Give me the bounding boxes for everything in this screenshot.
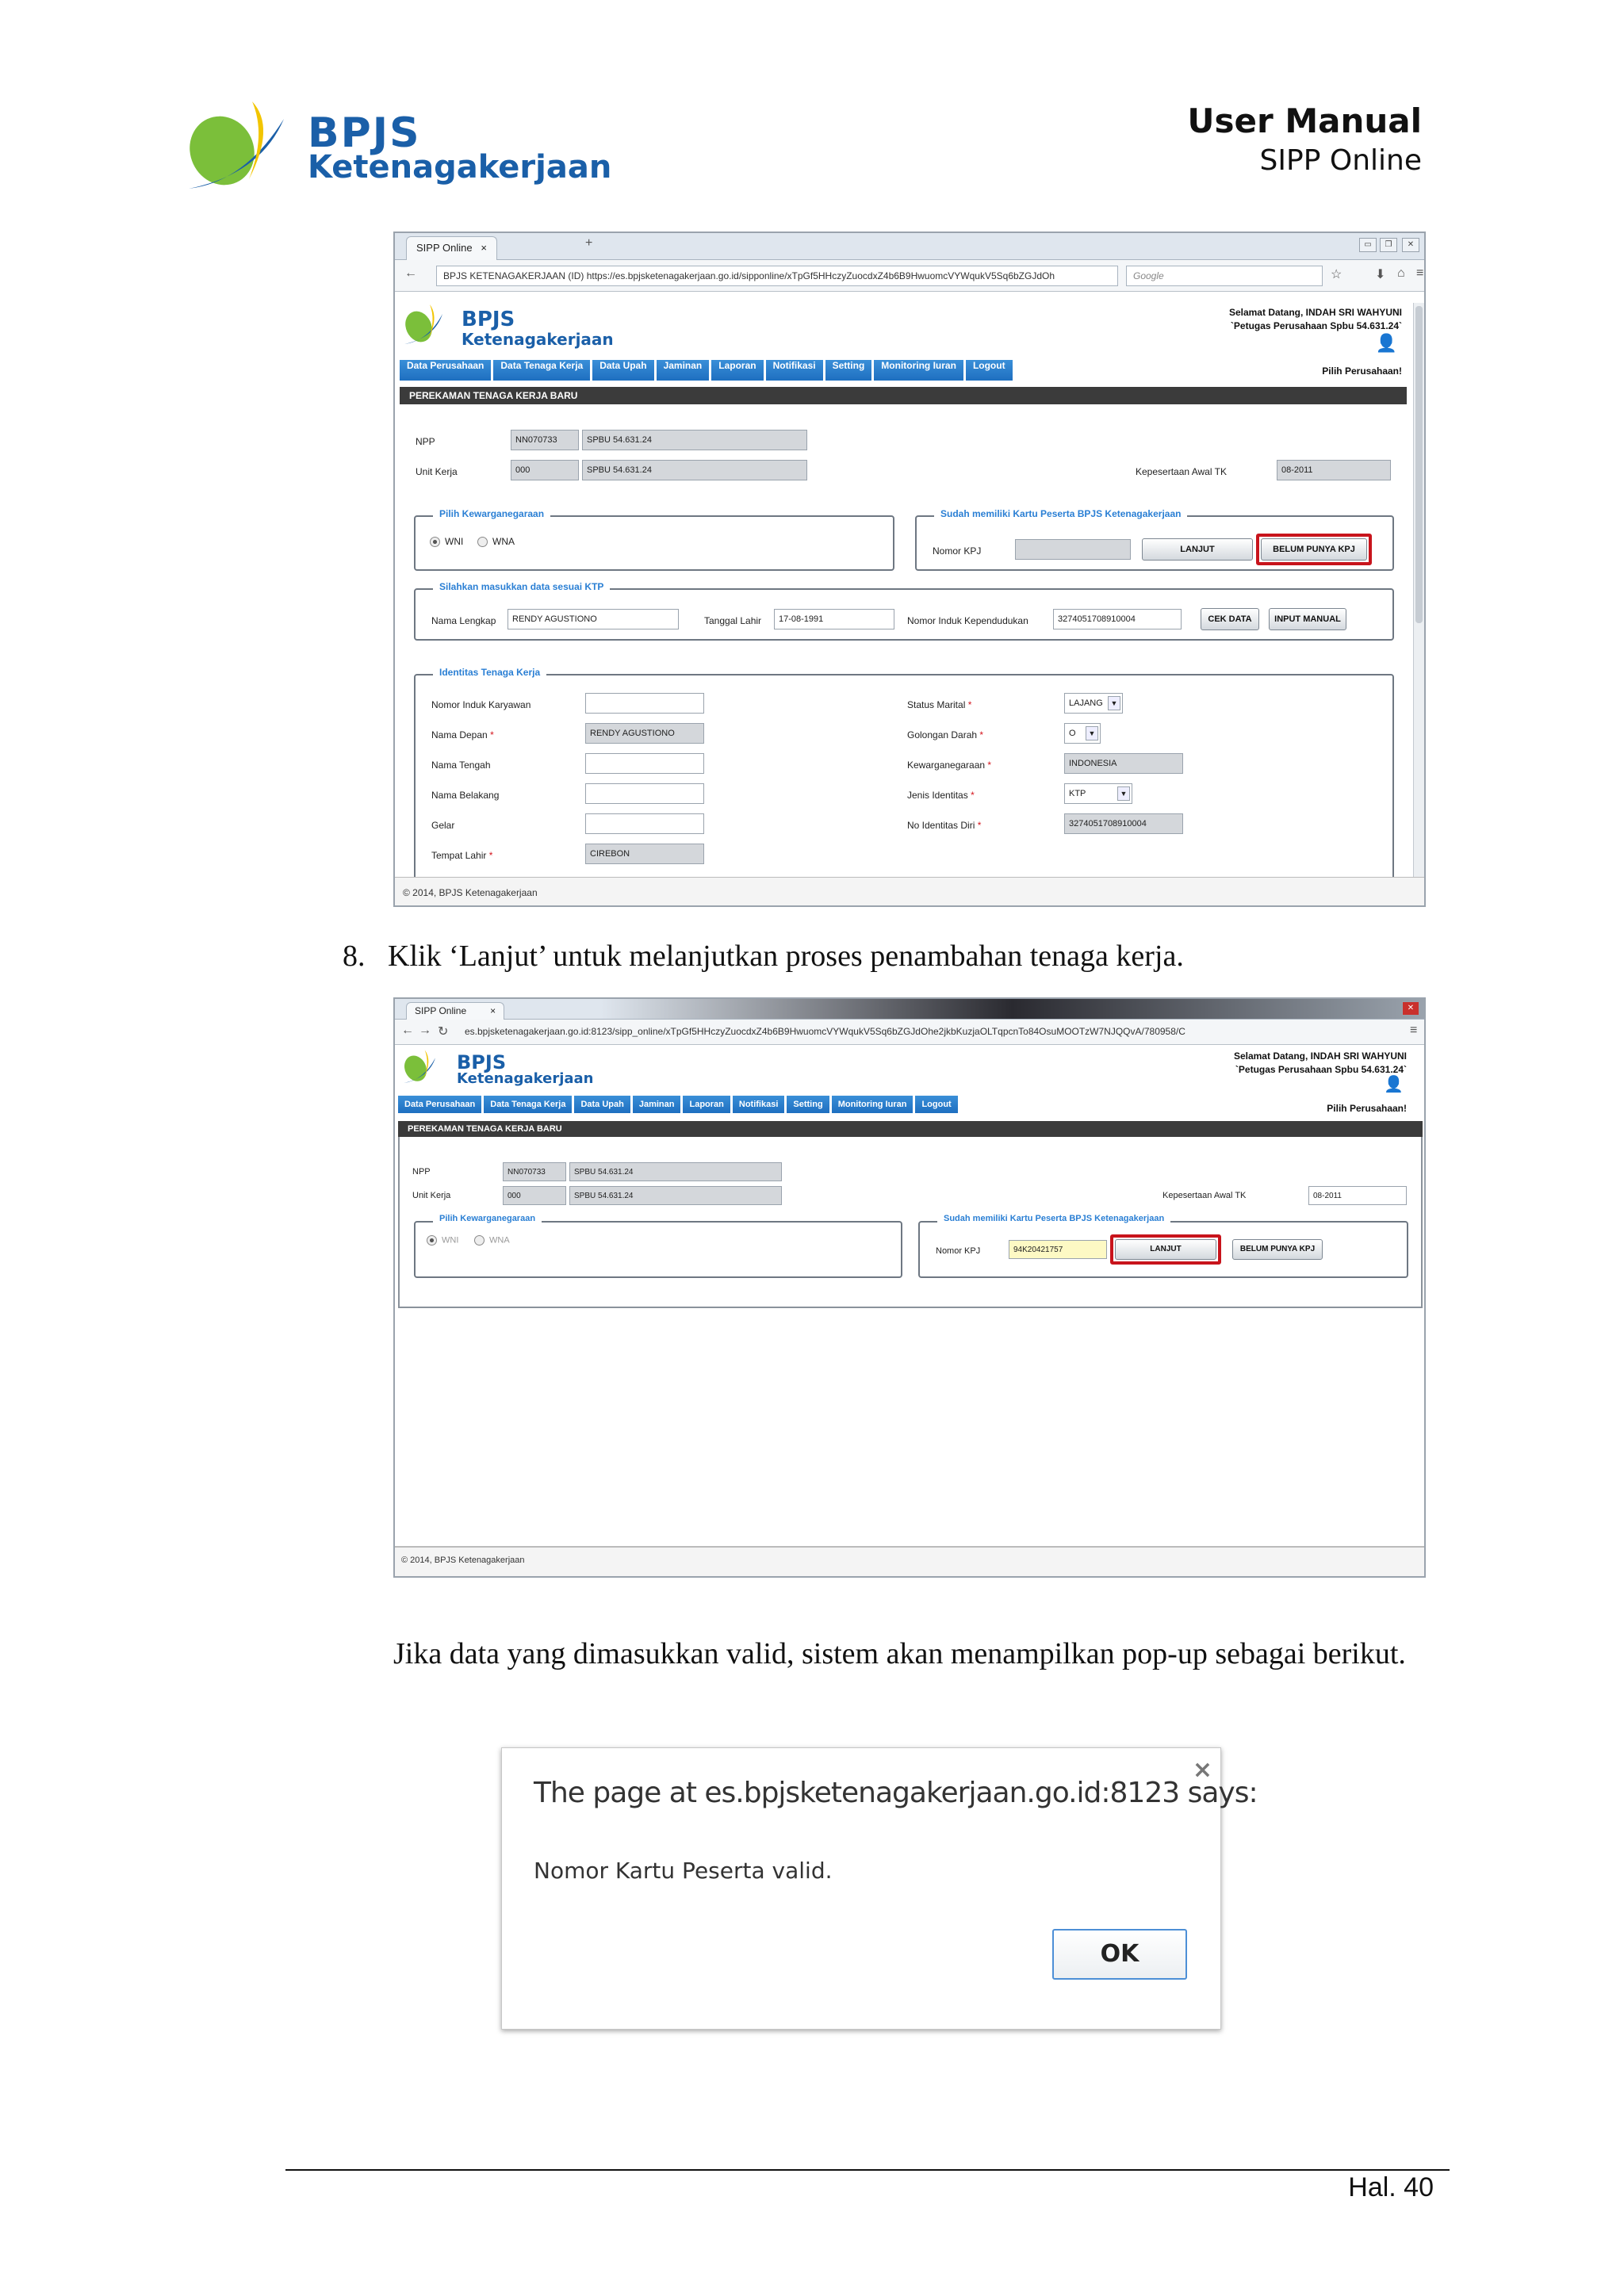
menu-data-perusahaan[interactable]: Data Perusahaan (398, 1096, 481, 1113)
footer-bar (395, 1546, 1424, 1578)
lanjut-button[interactable]: LANJUT (1115, 1239, 1216, 1260)
menu-icon[interactable]: ≡ (1416, 266, 1424, 280)
identitas-field-label: Tempat Lahir * (431, 850, 493, 861)
doc-title: User Manual (1187, 101, 1422, 140)
app-brand-sub: Ketenagakerjaan (457, 1070, 594, 1087)
identitas-field-label: Jenis Identitas * (907, 790, 975, 801)
back-icon[interactable]: ← (404, 266, 417, 280)
browser-tab[interactable]: SIPP Online × (406, 236, 497, 260)
browser-tabbar (395, 233, 1424, 260)
nama-lengkap-field[interactable]: RENDY AGUSTIONO (508, 609, 679, 629)
new-tab-icon[interactable]: + (585, 236, 593, 250)
unit-name-field: SPBU 54.631.24 (582, 460, 807, 480)
menu-data-perusahaan[interactable]: Data Perusahaan (400, 360, 491, 381)
user-icon[interactable]: 👤 (1384, 1076, 1404, 1093)
address-bar (395, 260, 1424, 292)
unit-code-field: 000 (503, 1186, 566, 1205)
menu-laporan[interactable]: Laporan (711, 360, 763, 381)
dialog-message: Nomor Kartu Peserta valid. (534, 1858, 833, 1884)
url-field[interactable]: BPJS KETENAGAKERJAAN (ID) https://es.bpjsketenagakerjaan.go.id/sipponline/xTpGf5HHczyZuocdxZ4b6B9HwuomcVYWqukV5Sq6bZGJdOh (436, 266, 1118, 286)
identitas-select[interactable]: LAJANG ▼ (1064, 693, 1123, 714)
search-field[interactable]: Google (1126, 266, 1323, 286)
identitas-field-label: Status Marital * (907, 699, 972, 710)
menu-laporan[interactable]: Laporan (683, 1096, 730, 1113)
close-window-icon[interactable]: ✕ (1402, 1001, 1419, 1016)
step-8-text: 8. Klik ‘Lanjut’ untuk melanjutkan proses penambahan tenaga kerja. (343, 939, 1184, 973)
body-paragraph: Jika data yang dimasukkan valid, sistem akan menampilkan pop-up sebagai berikut. (393, 1637, 1406, 1670)
identitas-field-input[interactable]: RENDY AGUSTIONO (585, 723, 704, 744)
app-brand: BPJS (462, 308, 515, 331)
menu-logout[interactable]: Logout (915, 1096, 957, 1113)
menu-logout[interactable]: Logout (966, 360, 1013, 381)
identitas-field-label: Nama Depan * (431, 729, 494, 740)
radio-wni[interactable]: WNI (427, 1235, 458, 1246)
browser-tabbar (395, 999, 1424, 1020)
menu-jaminan[interactable]: Jaminan (657, 360, 710, 381)
unit-label: Unit Kerja (416, 466, 458, 477)
npp-name-field: SPBU 54.631.24 (582, 430, 807, 450)
kepesertaan-label: Kepesertaan Awal TK (1136, 466, 1227, 477)
kepesertaan-label: Kepesertaan Awal TK (1162, 1191, 1247, 1200)
input-manual-button[interactable]: INPUT MANUAL (1269, 608, 1346, 630)
menu-setting[interactable]: Setting (787, 1096, 829, 1113)
tanggal-lahir-field[interactable]: 17-08-1991 (774, 609, 894, 629)
nik-label: Nomor Induk Kependudukan (907, 615, 1028, 626)
group-kpj: Sudah memiliki Kartu Peserta BPJS Ketenagakerjaan Nomor KPJ LANJUT BELUM PUNYA KPJ (915, 515, 1394, 571)
maximize-icon[interactable]: ❐ (1380, 238, 1397, 252)
identitas-field-input[interactable] (585, 813, 704, 834)
unit-label: Unit Kerja (412, 1191, 451, 1200)
group-identitas: Identitas Tenaga Kerja Nomor Induk Karyawan Nama Depan * RENDY AGUSTIONO Nama Tengah Nama Belakang Gelar Tempat Lahir * CIREBON Status Marital * LAJANG ▼ Golongan Darah * O ▼ Kewarganegaraan * INDONESIA Jenis Identitas * KTP ▼ No Identitas Diri * 3274051708910004 (414, 674, 1394, 896)
screenshot-1 (393, 232, 1426, 907)
group-kewarganegaraan: Pilih Kewarganegaraan WNI WNA (414, 1221, 902, 1278)
cek-data-button[interactable]: CEK DATA (1201, 608, 1259, 630)
menu-data-tenaga-kerja[interactable]: Data Tenaga Kerja (493, 360, 590, 381)
radio-wna[interactable]: WNA (477, 536, 515, 547)
minimize-icon[interactable]: ▭ (1359, 238, 1377, 252)
app-logo-icon (400, 1048, 439, 1086)
app-logo-icon (400, 303, 447, 347)
radio-wni[interactable]: WNI (430, 536, 463, 547)
star-icon[interactable]: ☆ (1331, 268, 1342, 281)
scrollbar[interactable] (1413, 303, 1424, 893)
welcome-text: Selamat Datang, INDAH SRI WAHYUNI `Petugas Perusahaan Spbu 54.631.24` (1233, 1050, 1407, 1075)
unit-name-field: SPBU 54.631.24 (569, 1186, 782, 1205)
close-icon[interactable]: × (1192, 1756, 1212, 1784)
brand-name: BPJS (308, 109, 421, 157)
menu-setting[interactable]: Setting (825, 360, 872, 381)
npp-label: NPP (412, 1167, 431, 1177)
identitas-field-input[interactable] (585, 783, 704, 804)
group-kpj: Sudah memiliki Kartu Peserta BPJS Ketenagakerjaan Nomor KPJ 94K20421757 LANJUT BELUM PUNYA KPJ (918, 1221, 1408, 1278)
chevron-down-icon[interactable]: ▼ (1117, 786, 1130, 801)
main-menu (400, 358, 1015, 379)
doc-subtitle: SIPP Online (1259, 144, 1422, 177)
nomor-kpj-field[interactable]: 94K20421757 (1009, 1240, 1107, 1259)
footer-divider (285, 2169, 1450, 2171)
close-window-icon[interactable]: ✕ (1402, 238, 1419, 252)
identitas-select[interactable]: O ▼ (1064, 723, 1101, 744)
menu-data-tenaga-kerja[interactable]: Data Tenaga Kerja (484, 1096, 572, 1113)
chevron-down-icon[interactable]: ▼ (1086, 726, 1098, 740)
brand-subname: Ketenagakerjaan (308, 149, 612, 186)
menu-notifikasi[interactable]: Notifikasi (733, 1096, 785, 1113)
identitas-field-input[interactable]: CIREBON (585, 844, 704, 864)
group-ktp: Silahkan masukkan data sesuai KTP Nama Lengkap RENDY AGUSTIONO Tanggal Lahir 17-08-1991 Nomor Induk Kependudukan 3274051708910004 CEK DATA INPUT MANUAL (414, 588, 1394, 641)
identitas-field-label: Gelar (431, 820, 455, 831)
group-kewarganegaraan: Pilih Kewarganegaraan WNI WNA (414, 515, 894, 571)
app-brand-sub: Ketenagakerjaan (462, 330, 614, 349)
menu-notifikasi[interactable]: Notifikasi (766, 360, 823, 381)
page-number: Hal. 40 (1348, 2172, 1434, 2202)
home-icon[interactable]: ⌂ (1397, 266, 1405, 280)
screenshot-2 (393, 997, 1426, 1578)
browser-tab[interactable]: SIPP Online × (406, 1002, 504, 1020)
npp-code-field: NN070733 (503, 1162, 566, 1181)
belum-punya-kpj-button[interactable]: BELUM PUNYA KPJ (1232, 1239, 1323, 1260)
tanggal-lahir-label: Tanggal Lahir (704, 615, 762, 626)
ok-button[interactable]: OK (1052, 1929, 1187, 1980)
menu-monitoring-iuran[interactable]: Monitoring Iuran (832, 1096, 914, 1113)
identitas-field-input[interactable] (585, 693, 704, 714)
kepesertaan-field: 08-2011 (1277, 460, 1391, 480)
identitas-field-input[interactable]: INDONESIA (1064, 753, 1183, 774)
menu-icon[interactable]: ≡ (1410, 1024, 1418, 1037)
nomor-kpj-label: Nomor KPJ (933, 545, 982, 557)
identitas-select[interactable]: KTP ▼ (1064, 783, 1132, 804)
identitas-field-input[interactable]: 3274051708910004 (1064, 813, 1183, 834)
menu-jaminan[interactable]: Jaminan (633, 1096, 681, 1113)
identitas-field-label: Kewarganegaraan * (907, 760, 992, 771)
radio-wni-icon (427, 1235, 437, 1246)
npp-name-field: SPBU 54.631.24 (569, 1162, 782, 1181)
identitas-field-label: Nomor Induk Karyawan (431, 699, 531, 710)
chevron-down-icon[interactable]: ▼ (1108, 696, 1120, 710)
section-title: PEREKAMAN TENAGA KERJA BARU (398, 1121, 1423, 1137)
address-bar (395, 1020, 1424, 1045)
kepesertaan-field: 08-2011 (1308, 1186, 1407, 1205)
back-icon[interactable]: ← (401, 1024, 414, 1037)
npp-label: NPP (416, 436, 435, 447)
menu-data-upah[interactable]: Data Upah (574, 1096, 630, 1113)
npp-code-field: NN070733 (511, 430, 579, 450)
menu-data-upah[interactable]: Data Upah (592, 360, 653, 381)
radio-wna-icon (477, 537, 488, 547)
forward-icon[interactable]: → (419, 1024, 431, 1037)
pilih-perusahaan-link[interactable]: Pilih Perusahaan! (1327, 1103, 1407, 1114)
lanjut-button[interactable]: LANJUT (1142, 538, 1253, 561)
alert-dialog (501, 1747, 1258, 2030)
app-brand: BPJS (457, 1051, 507, 1073)
nomor-kpj-label: Nomor KPJ (936, 1246, 981, 1256)
reload-icon[interactable]: ↻ (438, 1025, 449, 1039)
footer-bar (395, 877, 1424, 907)
identitas-field-label: Nama Belakang (431, 790, 500, 801)
welcome-text: Selamat Datang, INDAH SRI WAHYUNI `Petugas Perusahaan Spbu 54.631.24` (1228, 307, 1402, 331)
identitas-field-label: No Identitas Diri * (907, 820, 982, 831)
copyright: © 2014, BPJS Ketenagakerjaan (401, 1556, 525, 1565)
highlight-belum-punya-kpj (1256, 534, 1372, 565)
bpjs-logo-icon (173, 95, 300, 198)
unit-code-field: 000 (511, 460, 579, 480)
user-icon[interactable]: 👤 (1375, 333, 1397, 353)
main-menu (398, 1096, 960, 1113)
radio-wna[interactable]: WNA (474, 1235, 510, 1246)
nama-lengkap-label: Nama Lengkap (431, 615, 496, 626)
nik-field[interactable]: 3274051708910004 (1053, 609, 1182, 629)
menu-monitoring-iuran[interactable]: Monitoring Iuran (874, 360, 963, 381)
scrollbar-thumb[interactable] (1415, 306, 1423, 623)
download-icon[interactable]: ⬇ (1375, 268, 1386, 281)
identitas-field-label: Golongan Darah * (907, 729, 984, 740)
section-title: PEREKAMAN TENAGA KERJA BARU (400, 387, 1407, 404)
radio-wna-icon (474, 1235, 485, 1246)
identitas-field-input[interactable] (585, 753, 704, 774)
pilih-perusahaan-link[interactable]: Pilih Perusahaan! (1322, 365, 1402, 377)
belum-punya-kpj-button[interactable]: BELUM PUNYA KPJ (1261, 538, 1367, 561)
identitas-field-label: Nama Tengah (431, 760, 491, 771)
dialog-title: The page at es.bpjsketenagakerjaan.go.id:8123 says: (534, 1777, 1258, 1809)
highlight-lanjut (1110, 1234, 1221, 1265)
radio-wni-icon (430, 537, 440, 547)
url-field[interactable]: es.bpjsketenagakerjaan.go.id:8123/sipp_online/xTpGf5HHczyZuocdxZ4b6B9HwuomcVYWqukV5Sq6bZGJdOhe2jkbKuzjaOLTqpcnTo84OsuMOOTzW7NJQQvA/780958/C (465, 1026, 1185, 1037)
nomor-kpj-field[interactable] (1015, 539, 1131, 560)
copyright: © 2014, BPJS Ketenagakerjaan (403, 887, 538, 898)
